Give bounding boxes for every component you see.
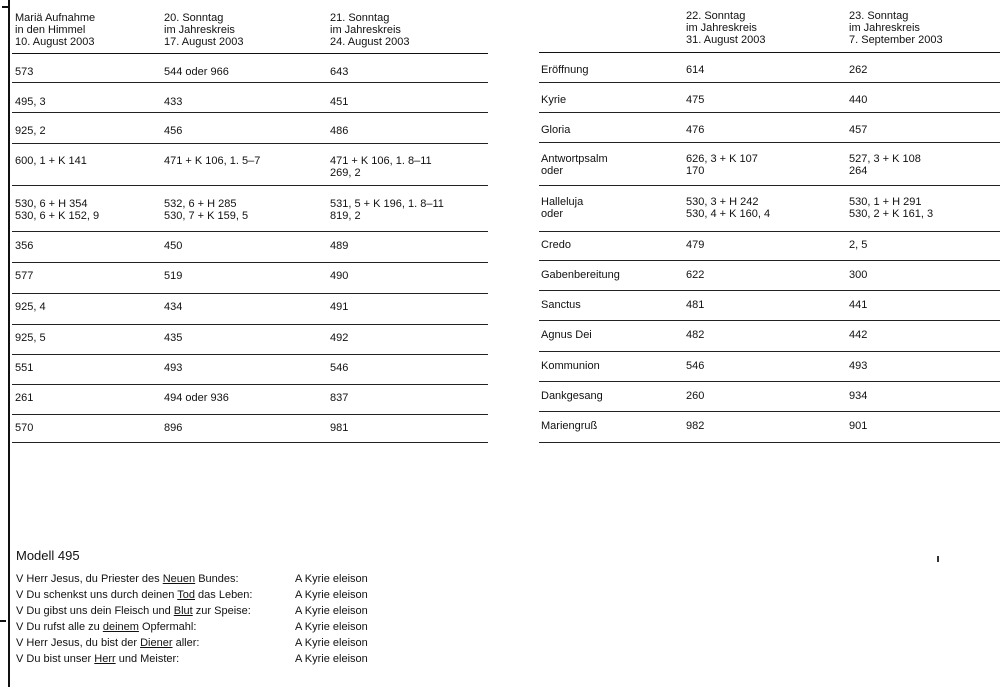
table-cell: 262	[849, 64, 868, 76]
table-cell: 440	[849, 94, 868, 106]
scan-speck	[937, 556, 939, 562]
table-cell: 435	[164, 332, 183, 344]
versicle-text-start: V Herr Jesus, du bist der	[16, 637, 141, 649]
response-text: A Kyrie eleison	[295, 589, 368, 601]
table-cell: 532, 6 + H 285 530, 7 + K 159, 5	[164, 198, 249, 222]
row-rule	[12, 112, 488, 113]
modell-title: Modell 495	[16, 548, 80, 563]
table-cell: 530, 1 + H 291 530, 2 + K 161, 3	[849, 196, 934, 220]
right-header-3: 23. Sonntag im Jahreskreis 7. September 2003	[849, 10, 943, 46]
versicle-accent-word: Herr	[94, 653, 116, 665]
right-table	[539, 0, 1000, 460]
table-cell: Halleluja oder	[541, 196, 584, 220]
versicle-text	[16, 635, 199, 651]
versicle-accent-word: Tod	[177, 589, 195, 601]
table-cell: 925, 4	[15, 301, 46, 313]
versicle-text-start: V Du rufst alle zu	[16, 621, 103, 633]
versicle-accent-word: Diener	[140, 637, 173, 649]
table-cell: 434	[164, 301, 183, 313]
table-cell: 260	[686, 390, 705, 402]
row-rule	[12, 384, 488, 385]
row-rule	[539, 320, 1000, 321]
scan-edge-mark	[2, 6, 8, 8]
table-cell: 300	[849, 269, 868, 281]
right-header-rule	[539, 52, 1000, 53]
table-cell: 600, 1 + K 141	[15, 155, 87, 167]
row-rule	[12, 231, 488, 232]
row-rule	[539, 411, 1000, 412]
table-cell: 2, 5	[849, 239, 868, 251]
table-cell: 490	[330, 270, 349, 282]
row-rule	[539, 442, 1000, 443]
table-cell: 573	[15, 66, 34, 78]
table-cell: 982	[686, 420, 705, 432]
table-cell: 614	[686, 64, 705, 76]
row-rule	[12, 293, 488, 294]
table-cell: Gabenbereitung	[541, 269, 620, 281]
table-cell: 901	[849, 420, 868, 432]
versicle-accent-word: deinem	[102, 621, 139, 633]
row-rule	[539, 260, 1000, 261]
table-cell: 433	[164, 96, 183, 108]
table-cell: 476	[686, 124, 705, 136]
table-cell: 450	[164, 240, 183, 252]
versicle-text-end: Bundes:	[195, 573, 239, 585]
left-header-1: Mariä Aufnahme in den Himmel 10. August 2003	[15, 12, 96, 48]
row-rule	[12, 82, 488, 83]
table-cell: 494 oder 936	[164, 392, 229, 404]
versicle-text	[16, 603, 251, 619]
versicle-text-start: V Du bist unser	[16, 653, 95, 665]
table-cell: Antwortpsalm oder	[541, 153, 608, 177]
table-cell: 479	[686, 239, 705, 251]
table-cell: 622	[686, 269, 705, 281]
table-cell: Kommunion	[541, 360, 600, 372]
table-cell: 837	[330, 392, 349, 404]
versicle-text-end: aller:	[172, 637, 200, 649]
left-header-3: 21. Sonntag im Jahreskreis 24. August 2003	[330, 12, 410, 48]
table-cell: 530, 3 + H 242 530, 4 + K 160, 4	[686, 196, 771, 220]
table-cell: 475	[686, 94, 705, 106]
row-rule	[12, 262, 488, 263]
table-cell: 482	[686, 329, 705, 341]
left-header-2: 20. Sonntag im Jahreskreis 17. August 2003	[164, 12, 244, 48]
table-cell: 457	[849, 124, 868, 136]
table-cell: 981	[330, 422, 349, 434]
table-cell: 530, 6 + H 354 530, 6 + K 152, 9	[15, 198, 100, 222]
table-cell: 925, 5	[15, 332, 46, 344]
versicle-text-end: Opfermahl:	[138, 621, 197, 633]
versicle-accent-word: Blut	[173, 605, 193, 617]
row-rule	[12, 324, 488, 325]
row-rule	[12, 414, 488, 415]
versicle-text	[16, 651, 179, 667]
table-cell: Mariengruß	[541, 420, 598, 432]
row-rule	[539, 231, 1000, 232]
table-cell: Dankgesang	[541, 390, 603, 402]
versicle-text-start: V Du schenkst uns durch deinen	[16, 589, 178, 601]
left-table	[12, 0, 488, 460]
table-cell: 442	[849, 329, 868, 341]
row-rule	[539, 82, 1000, 83]
table-cell: Agnus Dei	[541, 329, 592, 341]
table-cell: 491	[330, 301, 349, 313]
versicle-text	[16, 571, 239, 587]
table-cell: 495, 3	[15, 96, 46, 108]
table-cell: 925, 2	[15, 125, 46, 137]
versicle-text-start: V Herr Jesus, du Priester des	[16, 573, 163, 585]
table-cell: 493	[849, 360, 868, 372]
left-header-rule	[12, 53, 488, 54]
table-cell: 896	[164, 422, 183, 434]
table-cell: Credo	[541, 239, 571, 251]
versicle-text-end: zur Speise:	[192, 605, 251, 617]
versicle-text-start: V Du gibst uns dein Fleisch und	[16, 605, 174, 617]
table-cell: 551	[15, 362, 34, 374]
table-cell: Gloria	[541, 124, 571, 136]
row-rule	[539, 185, 1000, 186]
scan-edge-mark	[0, 620, 6, 622]
table-cell: 546	[330, 362, 349, 374]
table-cell: Eröffnung	[541, 64, 589, 76]
table-cell: 356	[15, 240, 34, 252]
table-cell: 546	[686, 360, 705, 372]
table-cell: 570	[15, 422, 34, 434]
row-rule	[12, 143, 488, 144]
table-cell: Kyrie	[541, 94, 567, 106]
table-cell: 493	[164, 362, 183, 374]
response-text: A Kyrie eleison	[295, 573, 368, 585]
table-cell: 519	[164, 270, 183, 282]
table-cell: 471 + K 106, 1. 8–11 269, 2	[330, 155, 432, 179]
row-rule	[539, 112, 1000, 113]
table-cell: 451	[330, 96, 349, 108]
response-text: A Kyrie eleison	[295, 605, 368, 617]
row-rule	[539, 142, 1000, 143]
table-cell: 486	[330, 125, 349, 137]
table-cell: 471 + K 106, 1. 5–7	[164, 155, 261, 167]
table-cell: 261	[15, 392, 34, 404]
response-text: A Kyrie eleison	[295, 653, 368, 665]
table-cell: 492	[330, 332, 349, 344]
row-rule	[539, 290, 1000, 291]
table-cell: 456	[164, 125, 183, 137]
table-cell: 643	[330, 66, 349, 78]
versicle-text-end: und Meister:	[115, 653, 180, 665]
versicle-text-end: das Leben:	[194, 589, 253, 601]
response-text: A Kyrie eleison	[295, 621, 368, 633]
right-header-2: 22. Sonntag im Jahreskreis 31. August 2003	[686, 10, 766, 46]
row-rule	[539, 381, 1000, 382]
versicle-accent-word: Neuen	[162, 573, 196, 585]
row-rule	[12, 442, 488, 443]
table-cell: 441	[849, 299, 868, 311]
table-cell: 481	[686, 299, 705, 311]
scan-edge-line	[8, 0, 10, 687]
table-cell: 527, 3 + K 108 264	[849, 153, 921, 177]
versicle-text	[16, 619, 196, 635]
row-rule	[12, 185, 488, 186]
row-rule	[12, 354, 488, 355]
table-cell: 577	[15, 270, 34, 282]
table-cell: 544 oder 966	[164, 66, 229, 78]
table-cell: 489	[330, 240, 349, 252]
table-cell: 531, 5 + K 196, 1. 8–11 819, 2	[330, 198, 444, 222]
table-cell: 934	[849, 390, 868, 402]
versicle-text	[16, 587, 252, 603]
table-cell: 626, 3 + K 107 170	[686, 153, 758, 177]
row-rule	[539, 351, 1000, 352]
table-cell: Sanctus	[541, 299, 581, 311]
response-text: A Kyrie eleison	[295, 637, 368, 649]
